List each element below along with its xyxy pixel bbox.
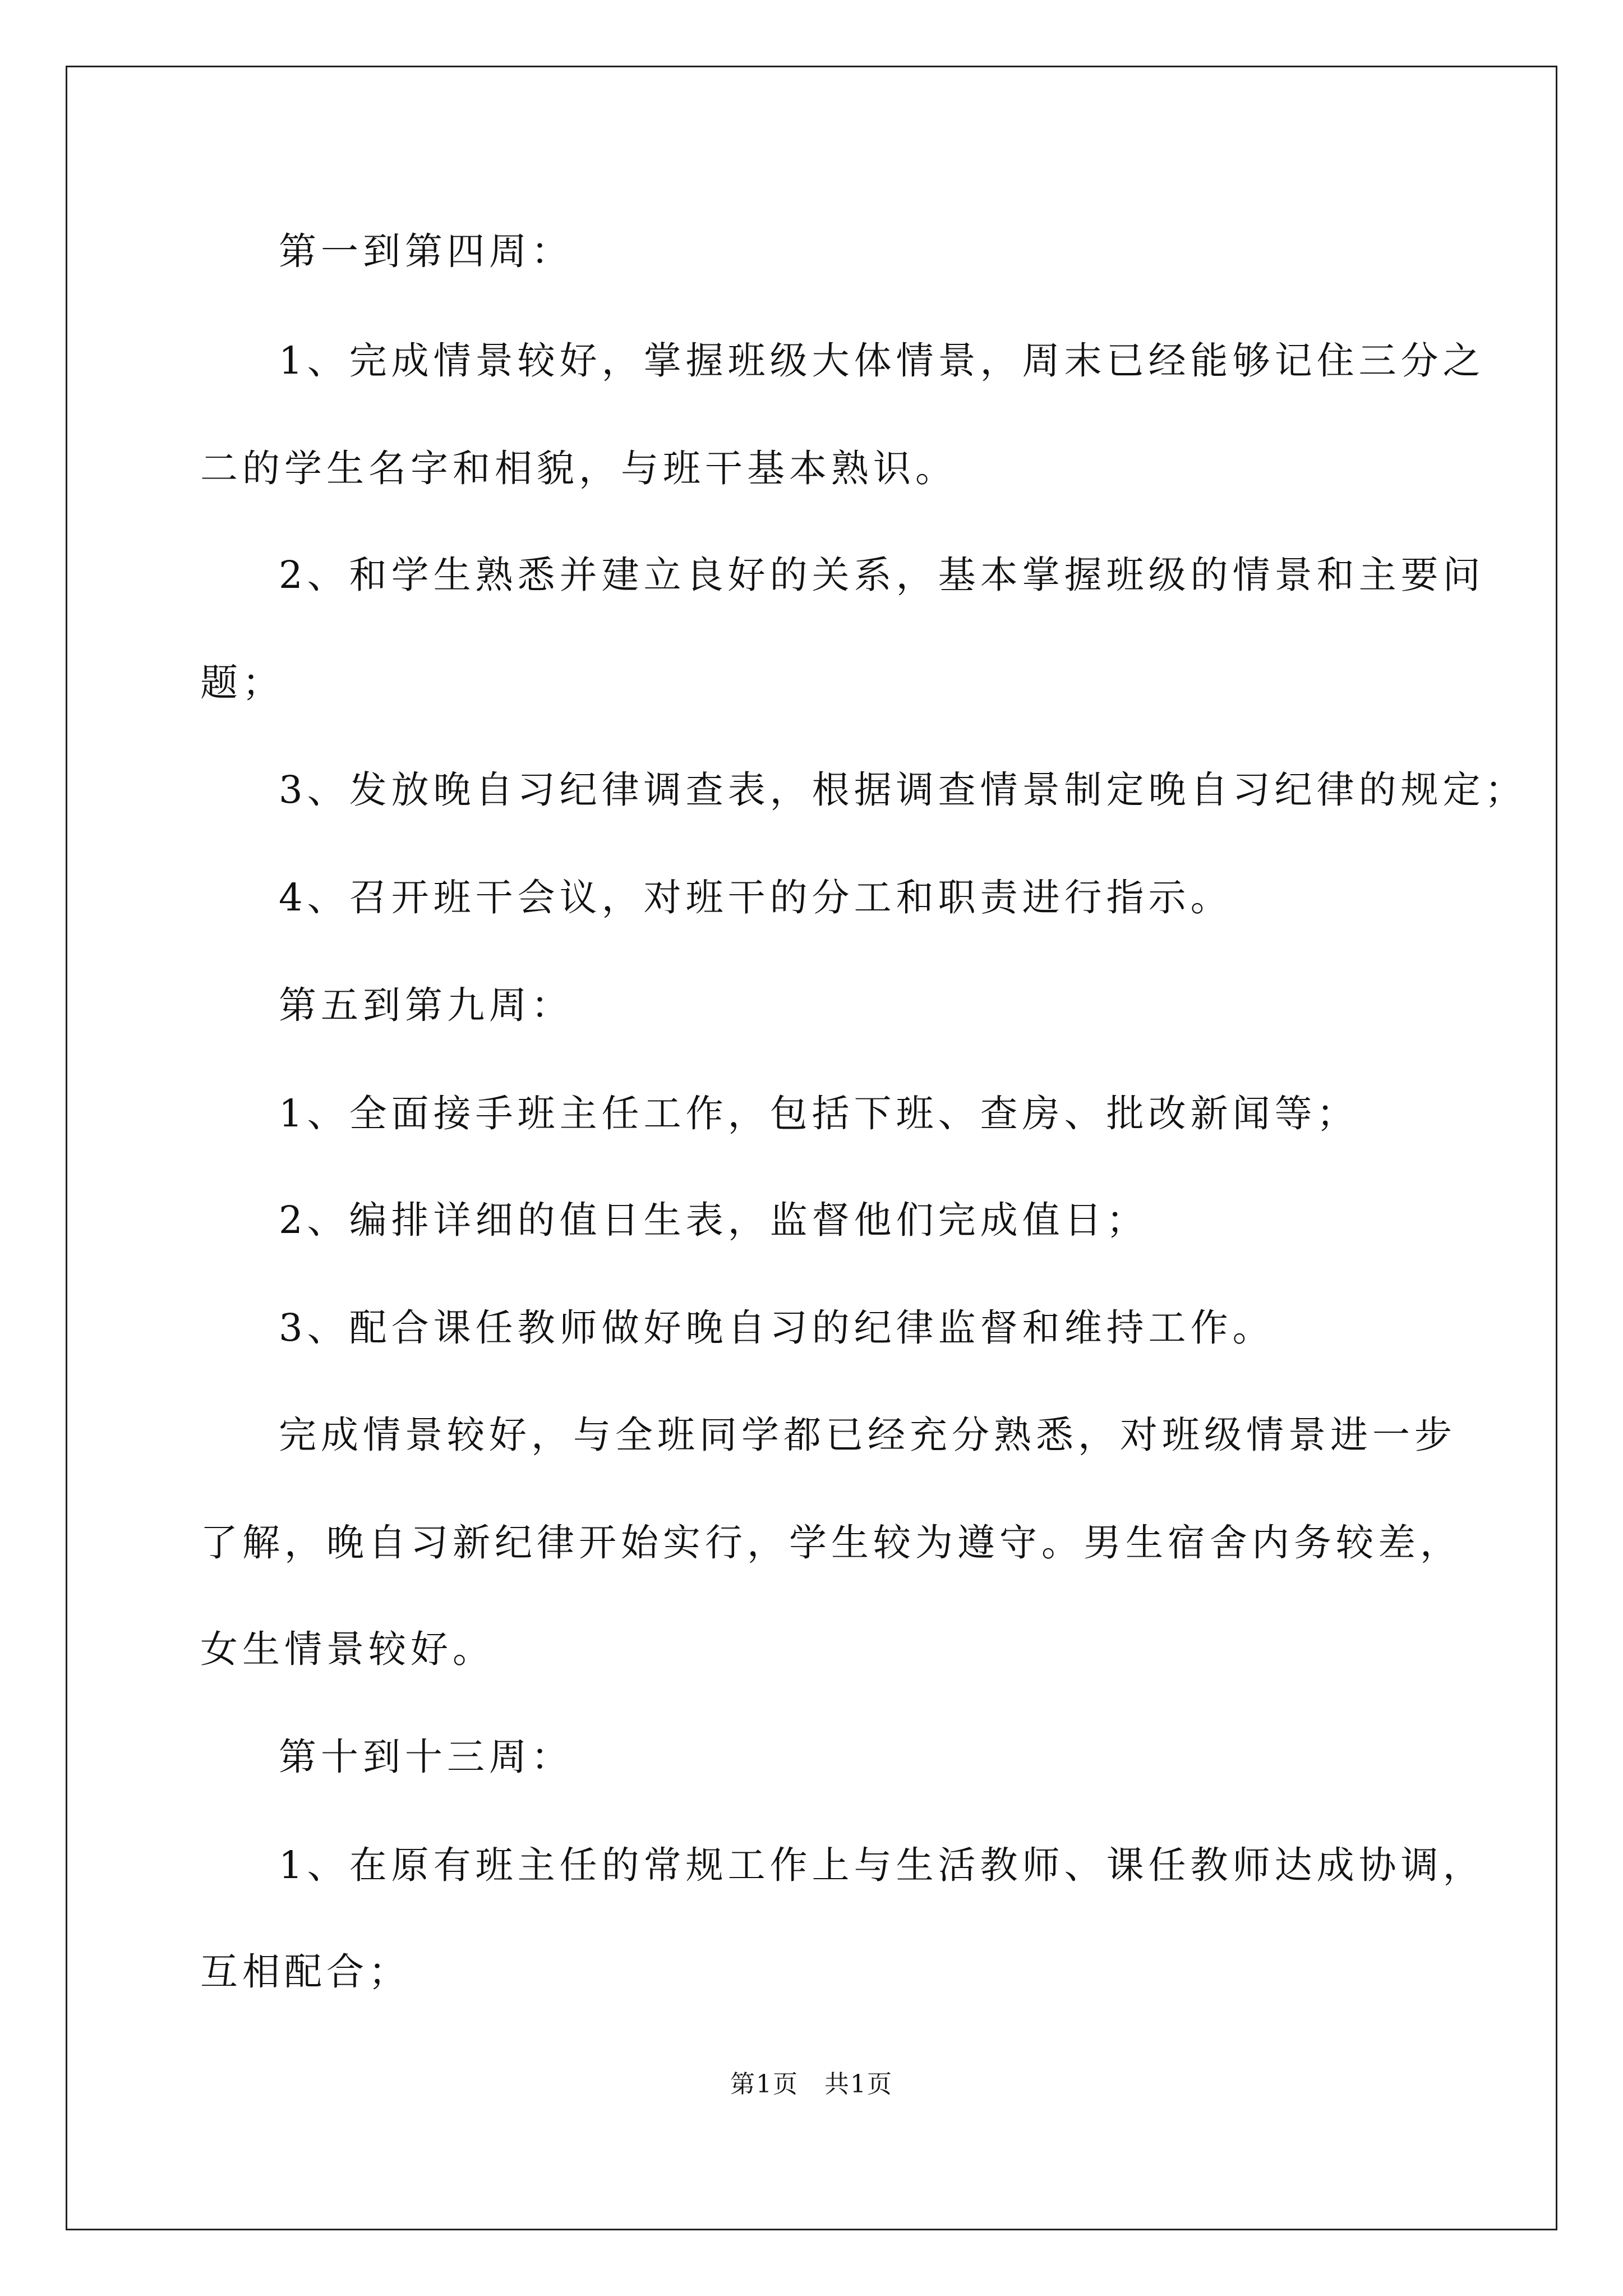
week-5-9-heading: 第五到第九周： [279,983,573,1027]
paragraph-line: 二的学生名字和相貌，与班干基本熟识。 [200,447,957,490]
paragraph-line: 1、全面接手班主任工作，包括下班、查房、批改新闻等； [279,1092,1359,1135]
week-1-4-heading: 第一到第四周： [279,229,573,273]
paragraph-line: 互相配合； [200,1950,411,1994]
week-10-13-heading: 第十到十三周： [279,1735,573,1779]
paragraph-line: 女生情景较好。 [200,1627,495,1671]
paragraph-line: 2、编排详细的值日生表，监督他们完成值日； [279,1198,1149,1242]
page-frame [66,66,1557,2230]
paragraph-line: 1、完成情景较好，掌握班级大体情景，周末已经能够记住三分之 [279,339,1485,383]
paragraph-line: 3、配合课任教师做好晚自习的纪律监督和维持工作。 [279,1306,1275,1350]
paragraph-line: 3、发放晚自习纪律调查表，根据调查情景制定晚自习纪律的规定； [279,768,1527,812]
page-footer: 第1页 共1页 [730,2070,893,2099]
paragraph-line: 1、在原有班主任的常规工作上与生活教师、课任教师达成协调， [279,1843,1485,1887]
paragraph-line: 2、和学生熟悉并建立良好的关系，基本掌握班级的情景和主要问 [279,553,1485,597]
paragraph-line: 题； [200,661,284,705]
paragraph-line: 完成情景较好，与全班同学都已经充分熟悉，对班级情景进一步 [279,1413,1456,1457]
paragraph-line: 了解，晚自习新纪律开始实行，学生较为遵守。男生宿舍内务较差， [200,1521,1462,1565]
paragraph-line: 4、召开班干会议，对班干的分工和职责进行指示。 [279,876,1233,919]
